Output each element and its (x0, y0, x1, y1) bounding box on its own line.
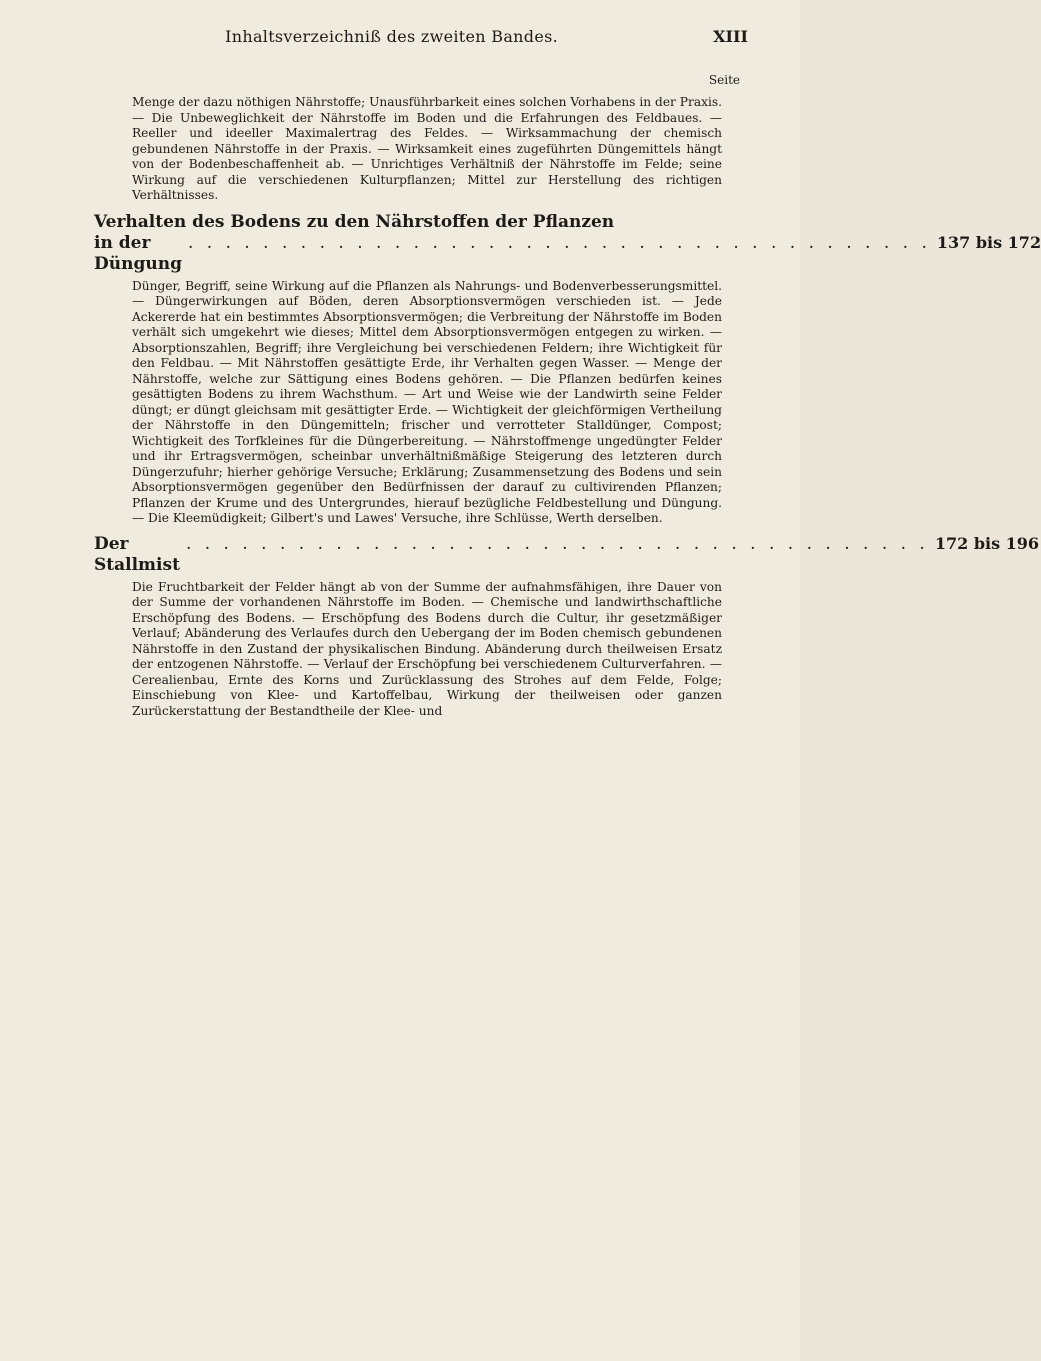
page-number: XIII (713, 27, 748, 46)
section-heading-1[interactable] (94, 212, 740, 232)
section-heading-2[interactable] (94, 533, 1040, 576)
section-1-title-line1: Verhalten des Bodens zu den Nährstoffen der Pflanzen (94, 211, 615, 232)
seite-label: Seite (708, 73, 740, 87)
section-1-pages: 137 bis 172 (936, 232, 1041, 252)
section-1-title-line2: in der Düngung (94, 232, 182, 274)
section-2-title: Der Stallmist (94, 533, 180, 575)
dot-leaders: . . . . . . . . . . . . . . . . . . . . . . . . . . . . . . . . . . . . . . . . (187, 232, 931, 253)
section-1-title-row[interactable] (94, 232, 1041, 275)
toc-content (88, 95, 1041, 731)
dot-leaders: . . . . . . . . . . . . . . . . . . . . . . . . . . . . . . . . . . . . . . . . (185, 533, 929, 554)
header-title: Inhaltsverzeichniß des zweiten Bandes. (225, 27, 558, 46)
section-1-summary: Dünger, Begriff, seine Wirkung auf die Pflanzen als Nahrungs- und Bodenverbesserungsmittel. — Düngerwirkungen auf Böden, deren Absorptionsvermögen verschieden ist. — Jede Ackererde hat ein bestimmtes Absorptionsvermögen; die Verbreitung der Nährstoffe im Boden verhält sich umgekehrt wie dieses; Mittel dem Absorptionsvermögen entgegen zu wirken. — Absorptionszahlen, Begriff; ihre Vergleichung bei verschiedenen Feldern; ihre Wichtigkeit für den Feldbau. — Mit Nährstoffen gesättigte Erde, ihr Verhalten gegen Wasser. — Menge der Nährstoffe, welche zur Sättigung eines Bodens gehören. — Die Pflanzen bedürfen keines gesättigten Bodens zu ihrem Wachsthum. — Art und Weise wie der Landwirth seine Felder düngt; er düngt gleichsam mit gesättigter Erde. — Wichtigkeit der gleichförmigen Vertheilung der Nährstoffe in den Düngemitteln; frischer und verrotteter Stalldünger, Compost; Wichtigkeit des Torfkleines für die Düngerbereitung. — Nährstoffmenge ungedüngter Felder und ihr Ertragsvermögen, scheinbar unverhältnißmäßige Steigerung des letzteren durch Düngerzufuhr; hierher gehörige Versuche; Erklärung; Zusammensetzung des Bodens und sein Absorptionsvermögen gegenüber den Bedürfnissen der darauf zu cultivirenden Pflanzen; Pflanzen der Krume und des Untergrundes, hierauf bezügliche Feldbestellung und Düngung. — Die Kleemüdigkeit; Gilbert's und Lawes' Versuche, ihre Schlüsse, Werth derselben. (132, 278, 722, 525)
intro-paragraph: Menge der dazu nöthigen Nährstoffe; Unausführbarkeit eines solchen Vorhabens in der Praxis. — Die Unbeweglichkeit der Nährstoffe im Boden und die Erfahrungen des Feldbaues. — Reeller und ideeller Maximalertrag des Feldes. — Wirksammachung der chemisch gebundenen Nährstoffe in der Praxis. — Wirksamkeit eines zugeführten Düngemittels hängt von der Bodenbeschaffenheit ab. — Unrichtiges Verhältniß der Nährstoffe im Felde; seine Wirkung auf die verschiedenen Kulturpflanzen; Mittel zur Herstellung des richtigen Verhältnisses. (132, 95, 722, 202)
section-2-pages: 172 bis 196 (934, 533, 1040, 553)
running-header (70, 27, 748, 46)
section-2-summary: Die Fruchtbarkeit der Felder hängt ab von der Summe der aufnahmsfähigen, ihre Dauer von der Summe der vorhandenen Nährstoffe im Boden. — Chemische und landwirthschaftliche Erschöpfung des Bodens. — Erschöpfung des Bodens durch die Cultur, ihr gesetzmäßiger Verlauf; Abänderung des Verlaufes durch den Uebergang der im Boden chemisch gebundenen Nährstoffe in den Zustand der physikalischen Bindung. Abänderung durch theilweisen Ersatz der entzogenen Nährstoffe. — Verlauf der Erschöpfung bei verschiedenem Culturverfahren. — Cerealienbau, Ernte des Korns und Zurücklassung des Strohes auf dem Felde, Folge; Einschiebung von Klee- und Kartoffelbau, Wirkung der theilweisen oder ganzen Zurückerstattung der Bestandtheile der Klee- und (132, 579, 722, 718)
